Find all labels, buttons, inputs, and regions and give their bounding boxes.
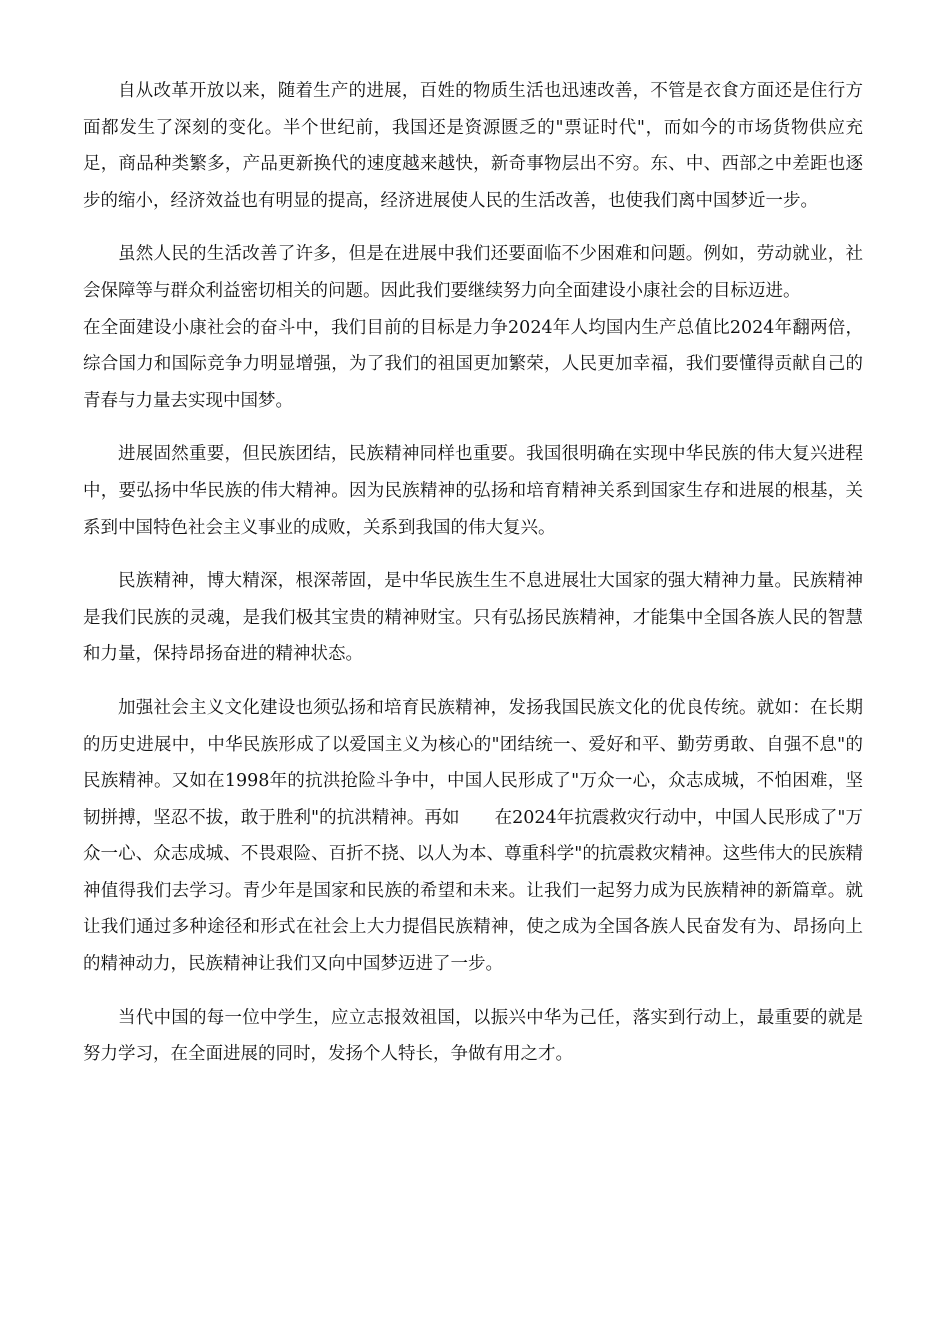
paragraph-challenges: 虽然人民的生活改善了许多，但是在进展中我们还要面临不少困难和问题。例如，劳动就业，社会保障等与群众利益密切相关的问题。因此我们要继续努力向全面建设小康社会的目标迈进。 [83, 244, 863, 301]
paragraph-national-spirit: 民族精神，博大精深，根深蒂固，是中华民族生生不息进展壮大国家的强大精神力量。民族精神是我们民族的灵魂，是我们极其宝贵的精神财宝。只有弘扬民族精神，才能集中全国各族人民的智慧和力量，保持昂扬奋进的精神状态。 [83, 571, 863, 665]
paragraph-national-unity: 进展固然重要，但民族团结，民族精神同样也重要。我国很明确在实现中华民族的伟大复兴进程中，要弘扬中华民族的伟大精神。因为民族精神的弘扬和培育精神关系到国家生存和进展的根基，关系到中国特色社会主义事业的成败，关系到我国的伟大复兴。 [83, 444, 863, 538]
paragraph-xiaokang-goal: 在全面建设小康社会的奋斗中，我们目前的目标是力争2024年人均国内生产总值比2024年翻两倍，综合国力和国际竞争力明显增强，为了我们的祖国更加繁荣，人民更加幸福，我们要懂得贡献自己的青春与力量去实现中国梦。 [83, 317, 863, 411]
document-page [83, 73, 863, 1090]
paragraph-reform: 自从改革开放以来，随着生产的进展，百姓的物质生活也迅速改善，不管是衣食方面还是住行方面都发生了深刻的变化。半个世纪前，我国还是资源匮乏的"票证时代"，而如今的市场货物供应充足，商品种类繁多，产品更新换代的速度越来越快，新奇事物层出不穷。东、中、西部之中差距也逐步的缩小，经济效益也有明显的提高，经济进展使人民的生活改善，也使我们离中国梦近一步。 [83, 81, 863, 211]
paragraph-culture-building: 加强社会主义文化建设也须弘扬和培育民族精神，发扬我国民族文化的优良传统。就如：在长期的历史进展中，中华民族形成了以爱国主义为核心的"团结统一、爱好和平、勤劳勇敢、自强不息"的民族精神。又如在1998年的抗洪抢险斗争中，中国人民形成了"万众一心，众志成城，不怕困难，坚韧拼搏，坚忍不拔，敢于胜利"的抗洪精神。再如 在2024年抗震救灾行动中，中国人民形成了"万众一心、众志成城、不畏艰险、百折不挠、以人为本、尊重科学"的抗震救灾精神。这些伟大的民族精神值得我们去学习。青少年是国家和民族的希望和未来。让我们一起努力成为民族精神的新篇章。就让我们通过多种途径和形式在社会上大力提倡民族精神，使之成为全国各族人民奋发有为、昂扬向上的精神动力，民族精神让我们又向中国梦迈进了一步。 [83, 697, 863, 975]
paragraph-students: 当代中国的每一位中学生，应立志报效祖国，以振兴中华为己任，落实到行动上，最重要的就是努力学习，在全面进展的同时，发扬个人特长，争做有用之才。 [83, 1007, 863, 1065]
